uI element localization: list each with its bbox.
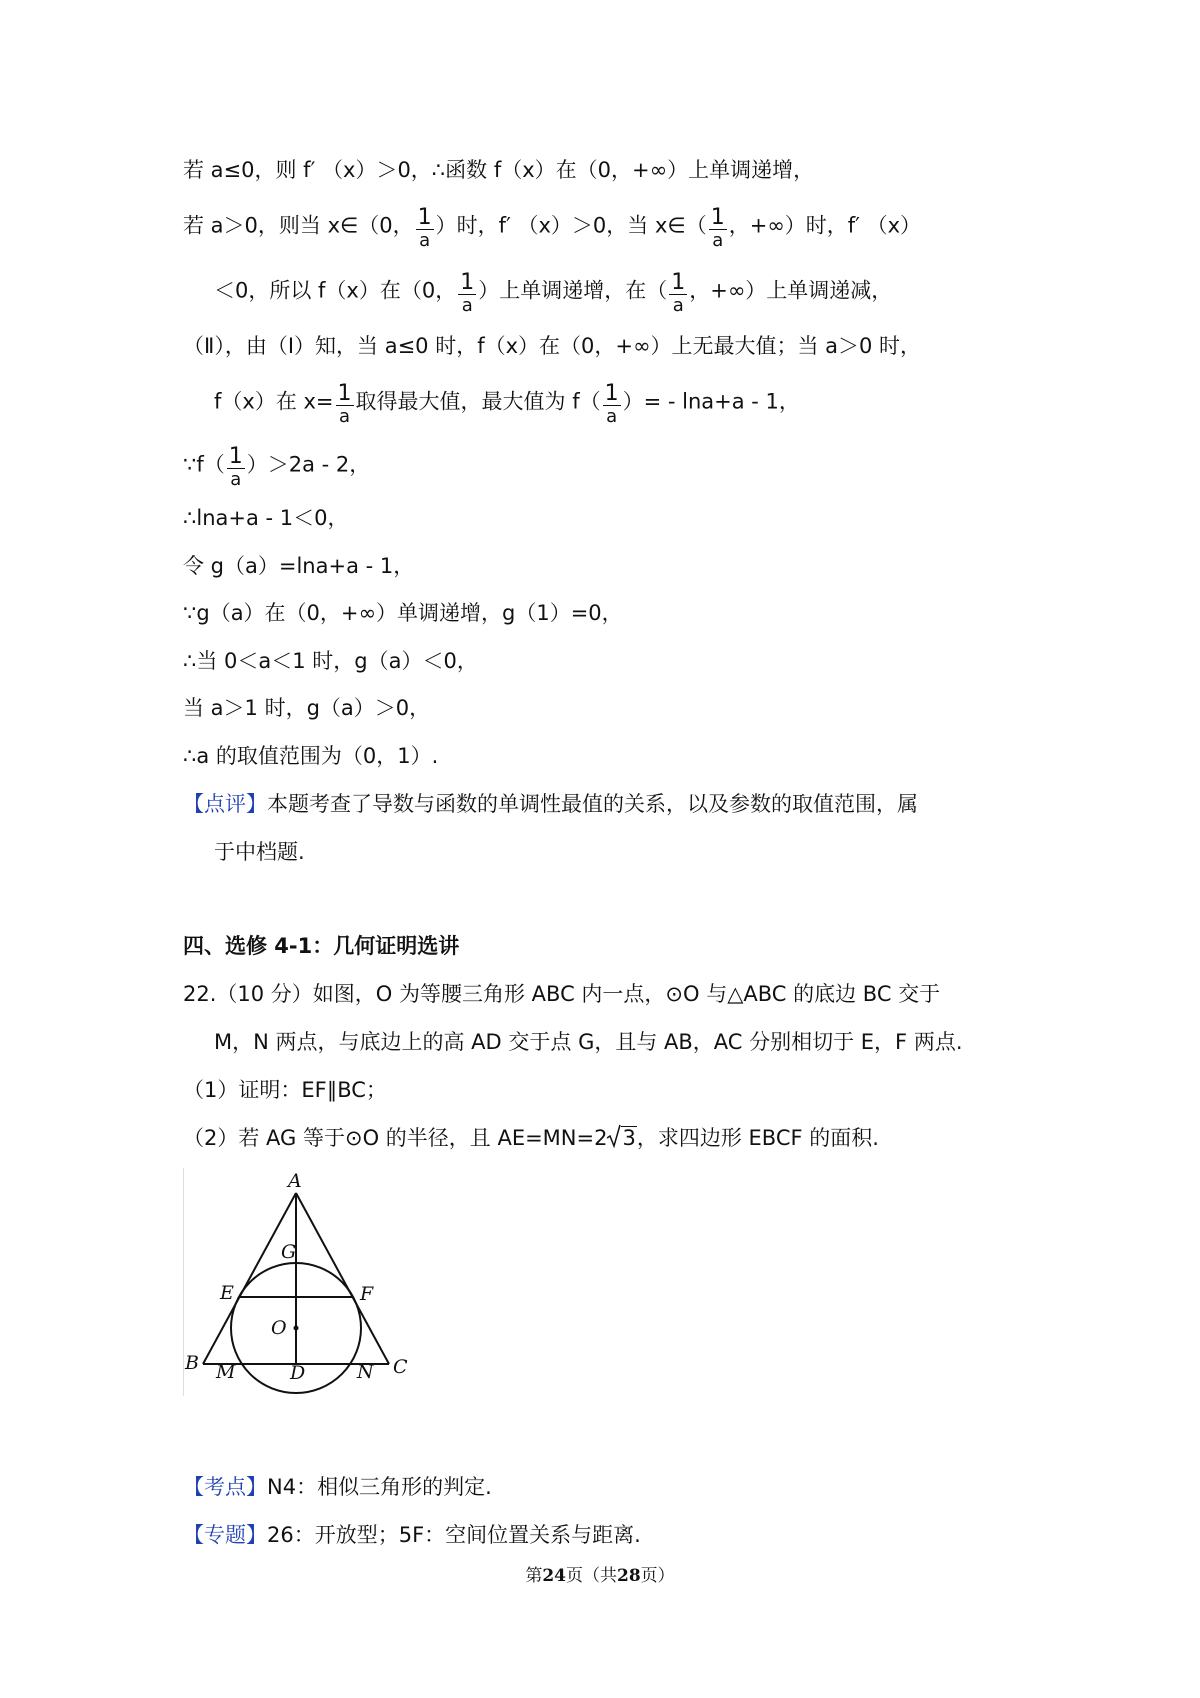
problem-line-2 <box>214 1027 963 1057</box>
question-text: （2）若 AG 等于⊙O 的半径，且 AE=MN=2 <box>183 1126 608 1150</box>
solution-text: ）上单调递增，在（ <box>478 278 668 303</box>
fraction-one-over-a: $\frac{1}{a}$ <box>604 381 619 427</box>
problem-text: M，N 两点，与底边上的高 AD 交于点 G，且与 AB，AC 分别相切于 E，F 两点. <box>214 1030 963 1054</box>
problem-text: 22.（10 分）如图，O 为等腰三角形 ABC 内一点，⊙O 与△ABC 的底边 BC 交于 <box>183 982 941 1006</box>
comment-text: 于中档题. <box>214 840 305 864</box>
geometry-figure <box>183 1168 423 1404</box>
solution-text: ＜0，所以 f（x）在（0， <box>214 278 457 303</box>
kaodian-tag: 考点 <box>204 1475 246 1499</box>
solution-line-3 <box>214 270 893 316</box>
label-b: B <box>185 1352 199 1374</box>
solution-line-6 <box>183 444 371 490</box>
kaodian-bracket-open: 【 <box>183 1475 204 1499</box>
question-text: （1）证明：EF∥BC； <box>183 1078 387 1102</box>
segment-ac <box>296 1193 389 1364</box>
fraction-one-over-a: $\frac{1}{a}$ <box>710 205 725 251</box>
zhuanti-bracket-close: 】 <box>246 1523 267 1547</box>
kaodian-line <box>183 1472 492 1502</box>
fraction-one-over-a: $\frac{1}{a}$ <box>460 270 475 316</box>
section-heading <box>183 931 459 961</box>
zhuanti-line <box>183 1520 641 1550</box>
solution-text: ）时，f′ （x）＞0，当 x∈（ <box>435 213 707 238</box>
solution-line-4 <box>183 331 921 361</box>
page-footer <box>0 1561 1200 1586</box>
solution-text: 取得最大值，最大值为 f（ <box>355 389 601 414</box>
label-m: M <box>216 1361 236 1383</box>
label-g: G <box>281 1241 297 1263</box>
radical-sign-icon <box>607 1124 621 1148</box>
label-d: D <box>290 1362 306 1384</box>
solution-line-8 <box>183 551 414 581</box>
solution-line-9 <box>183 598 623 628</box>
fraction-one-over-a: $\frac{1}{a}$ <box>671 270 686 316</box>
question-1 <box>183 1075 387 1105</box>
solution-text: （Ⅱ），由（Ⅰ）知，当 a≤0 时，f（x）在（0，+∞）上无最大值；当 a＞0 时， <box>183 334 922 358</box>
solution-text: ∴a 的取值范围为（0，1）. <box>183 744 439 768</box>
radicand: 3 <box>622 1126 636 1150</box>
comment-text: 本题考查了导数与函数的单调性最值的关系，以及参数的取值范围，属 <box>267 792 918 816</box>
comment-bracket-open: 【 <box>183 792 204 816</box>
section-heading-text: 四、选修 4-1：几何证明选讲 <box>183 934 460 958</box>
label-o: O <box>271 1317 287 1339</box>
kaodian-bracket-close: 】 <box>246 1475 267 1499</box>
question-text: ，求四边形 EBCF 的面积. <box>636 1126 879 1150</box>
kaodian-text: N4：相似三角形的判定. <box>267 1475 492 1499</box>
solution-text: ，+∞）时，f′ （x） <box>728 213 922 238</box>
comment-line-2 <box>214 837 305 867</box>
zhuanti-text: 26：开放型；5F：空间位置关系与距离. <box>267 1523 641 1547</box>
zhuanti-bracket-open: 【 <box>183 1523 204 1547</box>
solution-text: 若 a≤0，则 f′ （x）＞0，∴函数 f（x）在（0，+∞）上单调递增， <box>183 158 815 182</box>
footer-text: 页） <box>640 1566 675 1586</box>
solution-text: 当 a＞1 时，g（a）＞0， <box>183 696 431 720</box>
zhuanti-tag: 专题 <box>204 1523 246 1547</box>
solution-line-2 <box>183 205 922 251</box>
footer-text: 页（共 <box>566 1566 617 1586</box>
solution-text: ∴当 0＜a＜1 时，g（a）＜0， <box>183 649 478 673</box>
current-page-number: 24 <box>542 1566 566 1586</box>
fraction-one-over-a: $\frac{1}{a}$ <box>417 205 432 251</box>
fraction-one-over-a: $\frac{1}{a}$ <box>337 381 352 427</box>
solution-text: 若 a＞0，则当 x∈（0， <box>183 213 414 238</box>
solution-text: ）＞2a - 2， <box>246 452 371 477</box>
center-point-o <box>294 1326 299 1331</box>
solution-text: ∵f（ <box>183 452 225 477</box>
solution-line-7 <box>183 503 349 533</box>
solution-line-1 <box>183 155 814 185</box>
footer-text: 第 <box>525 1566 543 1586</box>
sqrt-expression <box>607 1123 636 1153</box>
solution-line-12 <box>183 741 438 771</box>
solution-text: ∵g（a）在（0，+∞）单调递增，g（1）=0， <box>183 601 623 625</box>
solution-text: ）= - lna+a - 1， <box>622 389 800 414</box>
label-n: N <box>357 1361 374 1383</box>
total-page-count: 28 <box>617 1566 641 1586</box>
solution-line-11 <box>183 693 430 723</box>
question-2 <box>183 1123 879 1153</box>
problem-line-1 <box>183 979 940 1009</box>
comment-line-1 <box>183 789 918 819</box>
fraction-one-over-a: $\frac{1}{a}$ <box>228 444 243 490</box>
solution-line-5 <box>214 381 800 427</box>
solution-text: 令 g（a）=lna+a - 1， <box>183 554 415 578</box>
comment-tag: 点评 <box>204 792 246 816</box>
comment-bracket-close: 】 <box>246 792 267 816</box>
label-e: E <box>220 1282 234 1304</box>
solution-text: ∴lna+a - 1＜0， <box>183 506 349 530</box>
label-c: C <box>393 1356 408 1378</box>
solution-line-10 <box>183 646 478 676</box>
label-a: A <box>288 1170 302 1192</box>
label-f: F <box>360 1283 374 1305</box>
solution-text: ，+∞）上单调递减， <box>689 278 893 303</box>
solution-text: f（x）在 x= <box>214 389 334 414</box>
